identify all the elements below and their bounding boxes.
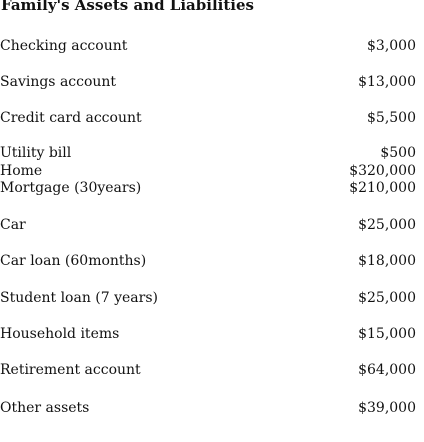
list-item-car xyxy=(0,215,424,235)
item-value: $13,000 xyxy=(358,74,416,90)
list-item-retirement-account xyxy=(0,360,424,380)
list-item-checking-account xyxy=(0,36,424,56)
list-item-credit-card-account xyxy=(0,108,424,128)
item-value: $5,500 xyxy=(367,110,416,126)
item-label: Retirement account xyxy=(0,362,141,378)
item-label: Utility bill xyxy=(0,145,72,161)
item-value: $500 xyxy=(380,145,416,161)
item-label: Household items xyxy=(0,326,120,342)
item-label: Mortgage (30years) xyxy=(0,180,142,196)
item-label: Checking account xyxy=(0,38,128,54)
page-title: Family's Assets and Liabilities xyxy=(1,0,254,14)
item-label: Car loan (60months) xyxy=(0,253,147,269)
item-label: Car xyxy=(0,217,26,233)
item-value: $15,000 xyxy=(358,326,416,342)
item-label: Home xyxy=(0,163,43,179)
item-value: $320,000 xyxy=(349,163,416,179)
item-label: Credit card account xyxy=(0,110,142,126)
list-item-utility-bill xyxy=(0,143,424,163)
item-value: $64,000 xyxy=(358,362,416,378)
list-item-household-items xyxy=(0,324,424,344)
item-value: $25,000 xyxy=(358,217,416,233)
list-item-student-loan xyxy=(0,288,424,308)
item-value: $39,000 xyxy=(358,400,416,416)
item-value: $18,000 xyxy=(358,253,416,269)
list-item-savings-account xyxy=(0,72,424,92)
list-item-other-assets xyxy=(0,398,424,418)
item-label: Other assets xyxy=(0,400,90,416)
list-item-car-loan xyxy=(0,251,424,271)
item-label: Student loan (7 years) xyxy=(0,290,158,306)
item-value: $3,000 xyxy=(367,38,416,54)
item-label: Savings account xyxy=(0,74,117,90)
item-value: $25,000 xyxy=(358,290,416,306)
item-value: $210,000 xyxy=(349,180,416,196)
list-item-mortgage xyxy=(0,178,424,198)
